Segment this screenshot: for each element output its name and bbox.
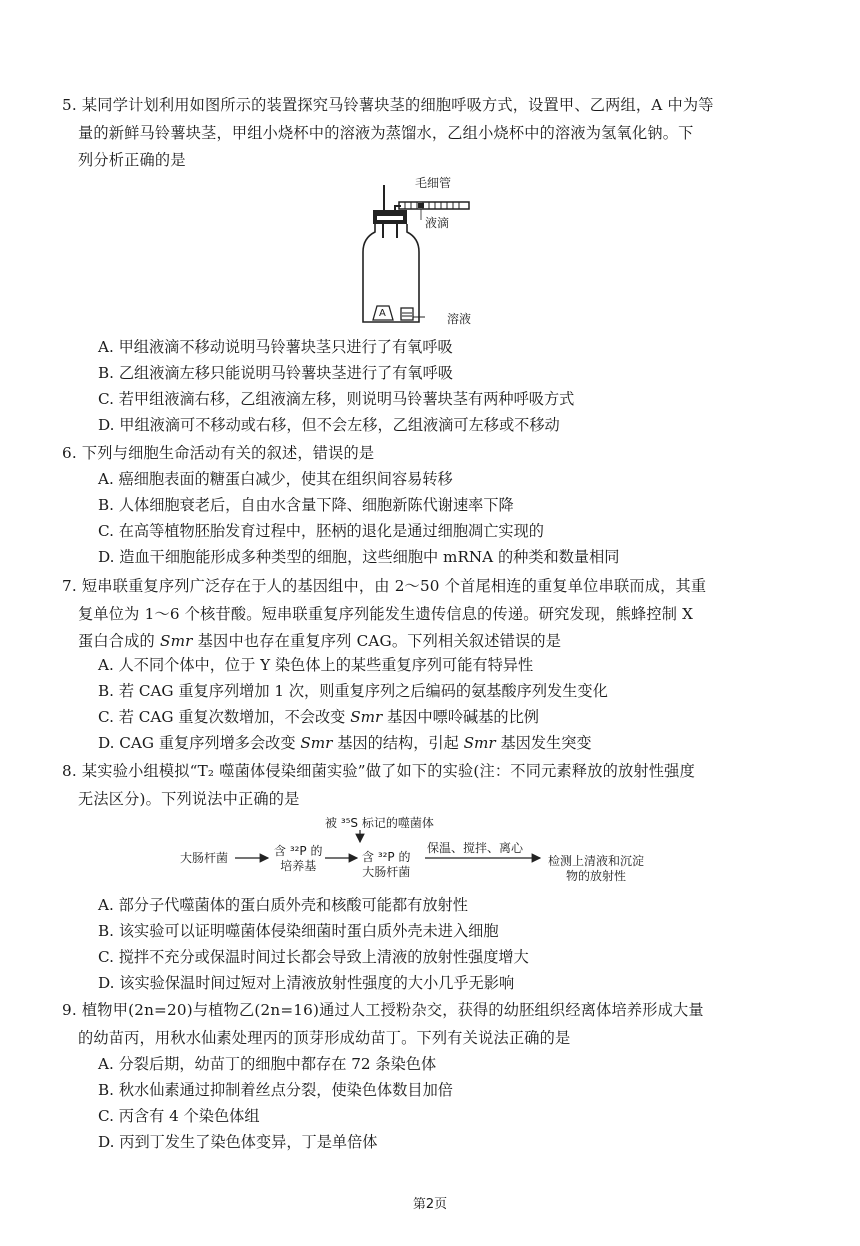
question-9-stem [62, 997, 797, 1052]
q8-line-1: 8. 某实验小组模拟“T₂ 噬菌体侵染细菌实验”做了如下的实验(注：不同元素释放的放射性强度 [62, 762, 695, 780]
q6-option-c: C. 在高等植物胚胎发育过程中，胚柄的退化是通过细胞凋亡实现的 [98, 522, 544, 540]
q6-option-d: D. 造血干细胞能形成多种类型的细胞，这些细胞中 mRNA 的种类和数量相同 [98, 548, 620, 566]
flow-medium: 含 ³²P 的 培养基 [274, 844, 323, 873]
q8-options [98, 892, 529, 996]
q6-stem: 6. 下列与细胞生命活动有关的叙述，错误的是 [62, 444, 375, 462]
flow-detect: 检测上清液和沉淀 物的放射性 [548, 854, 645, 883]
q5-options [98, 334, 574, 438]
question-8-stem [62, 758, 797, 813]
q9-option-d: D. 丙到丁发生了染色体变异，丁是单倍体 [98, 1133, 378, 1151]
droplet-label: 液滴 [425, 216, 450, 230]
q6-options [98, 466, 619, 570]
q9-line-1: 9. 植物甲(2n=20)与植物乙(2n=16)通过人工授粉杂交，获得的幼胚组织经离体培养形成大量 [62, 1001, 704, 1019]
q8-line-2: 无法区分)。下列说法中正确的是 [78, 789, 300, 808]
q9-option-b: B. 秋水仙素通过抑制着丝点分裂，使染色体数目加倍 [98, 1081, 453, 1099]
q7-option-c: C. 若 CAG 重复次数增加，不会改变 Smr 基因中嘌呤碱基的比例 [98, 708, 539, 726]
page-number: 第2页 [412, 1197, 448, 1212]
q5-line-1: 5. 某同学计划利用如图所示的装置探究马铃薯块茎的细胞呼吸方式，设置甲、乙两组，A 中为等 [62, 96, 714, 114]
q9-option-a: A. 分裂后期，幼苗丁的细胞中都存在 72 条染色体 [98, 1055, 437, 1073]
q5-option-d: D. 甲组液滴可不移动或右移，但不会左移，乙组液滴可左移或不移动 [98, 416, 560, 434]
q8-option-d: D. 该实验保温时间过短对上清液放射性强度的大小几乎无影响 [98, 974, 515, 992]
q5-option-c: C. 若甲组液滴右移，乙组液滴左移，则说明马铃薯块茎有两种呼吸方式 [98, 390, 575, 408]
flow-top-label: 被 ³⁵S 标记的噬菌体 [325, 816, 434, 830]
container-a-label: A [379, 308, 386, 319]
q5-line-3: 列分析正确的是 [78, 151, 186, 169]
q8-option-a: A. 部分子代噬菌体的蛋白质外壳和核酸可能都有放射性 [98, 896, 468, 914]
q9-line-2: 的幼苗丙，用秋水仙素处理丙的顶芽形成幼苗丁。下列有关说法正确的是 [78, 1028, 571, 1047]
q9-option-c: C. 丙含有 4 个染色体组 [98, 1107, 260, 1125]
q5-option-a: A. 甲组液滴不移动说明马铃薯块茎只进行了有氧呼吸 [98, 338, 453, 356]
respiration-apparatus-figure [355, 180, 495, 330]
question-7-stem [62, 573, 797, 656]
q7-option-a: A. 人不同个体中，位于 Y 染色体上的某些重复序列可能有特异性 [98, 656, 534, 674]
flow-ecoli: 大肠杆菌 [180, 851, 229, 865]
capillary-label: 毛细管 [415, 176, 452, 190]
flow-process: 保温、搅拌、离心 [427, 841, 524, 855]
question-5-stem [62, 92, 797, 175]
q6-option-a: A. 癌细胞表面的糖蛋白减少，使其在组织间容易转移 [98, 470, 453, 488]
q6-option-b: B. 人体细胞衰老后，自由水含量下降、细胞新陈代谢速率下降 [98, 496, 514, 514]
q7-line-1: 7. 短串联重复序列广泛存在于人的基因组中，由 2～50 个首尾相连的重复单位串联而成，其重 [62, 577, 707, 595]
q9-options [98, 1051, 453, 1155]
q8-option-c: C. 搅拌不充分或保温时间过长都会导致上清液的放射性强度增大 [98, 948, 529, 966]
q7-options [98, 652, 608, 756]
flow-labeled-ecoli: 含 ³²P 的 大肠杆菌 [362, 850, 411, 879]
q5-option-b: B. 乙组液滴左移只能说明马铃薯块茎进行了有氧呼吸 [98, 364, 453, 382]
q8-option-b: B. 该实验可以证明噬菌体侵染细菌时蛋白质外壳未进入细胞 [98, 922, 499, 940]
q7-line-2: 复单位为 1～6 个核苷酸。短串联重复序列能发生遗传信息的传递。研究发现，熊蜂控制 X [78, 604, 694, 623]
question-6-stem [62, 440, 797, 468]
q7-option-b: B. 若 CAG 重复序列增加 1 次，则重复序列之后编码的氨基酸序列发生变化 [98, 682, 608, 700]
q5-line-2: 量的新鲜马铃薯块茎，甲组小烧杯中的溶液为蒸馏水，乙组小烧杯中的溶液为氢氧化钠。下 [78, 123, 694, 142]
q7-option-d: D. CAG 重复序列增多会改变 Smr 基因的结构，引起 Smr 基因发生突变 [98, 734, 592, 752]
solution-label: 溶液 [447, 312, 472, 326]
q7-line-3: 蛋白合成的 Smr 基因中也存在重复序列 CAG。下列相关叙述错误的是 [78, 632, 562, 650]
